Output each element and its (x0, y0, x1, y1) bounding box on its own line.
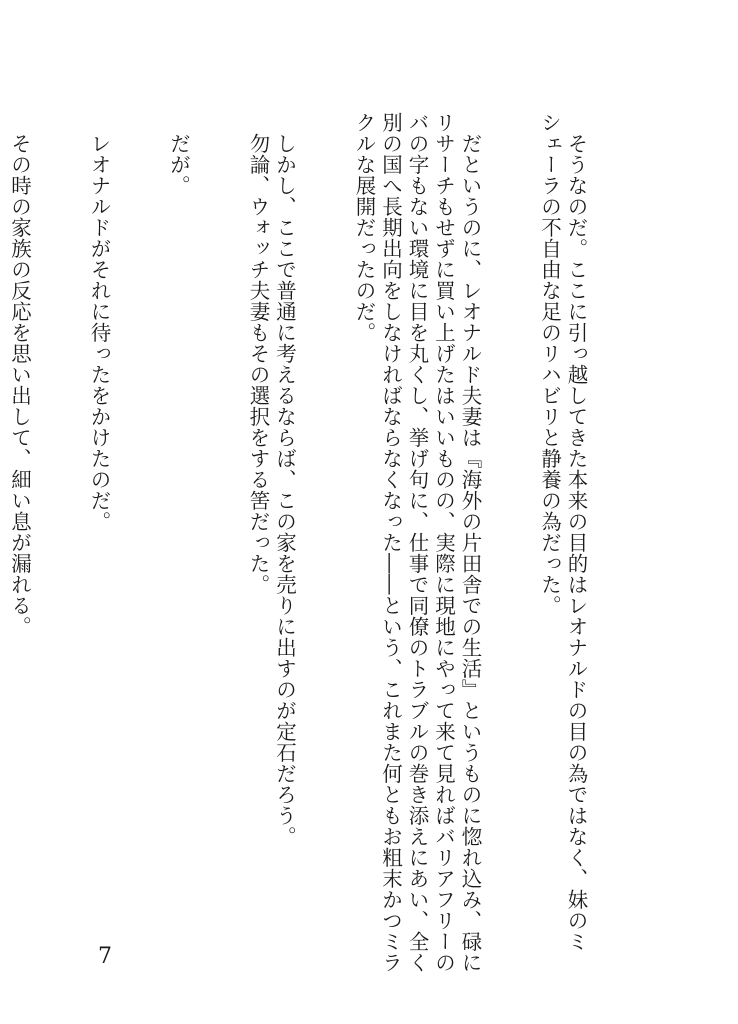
paragraph-2: だというのに、レオナルド夫妻は『海外の片田舎での生活』というものに惚れ込み、碌に リサーチもせずに買い上げたはいいものの、実際に現地にやって来て見ればバリアフリーの バの字もない環境に目を丸くし、挙げ句に、仕事で同僚のトラブルの巻き添えにあい、全く 別の国へ長期出向をしなければならなくなった――という、これまた何ともお粗末かつミラ クルな展開だったのだ。 (352, 112, 482, 973)
paragraph-4: だが。 (166, 112, 191, 196)
vertical-text-body (0, 112, 642, 973)
paragraph-5: レオナルドがそれに待ったをかけたのだ。 (87, 112, 111, 532)
paragraph-1: そうなのだ。ここに引っ越してきた本来の目的はレオナルドの目の為ではなく、妹のミ シェーラの不自由な足のリハビリと静養の為だった。 (537, 112, 588, 952)
page-number: 7 (98, 944, 112, 969)
paragraph-6: その時の家族の反応を思い出して、細い息が漏れる。 (7, 112, 32, 637)
paragraph-3: しかし、ここで普通に考えるならば、この家を売りに出すのが定石だろう。 勿論、ウォッチ夫妻もその選択をする筈だった。 (246, 133, 297, 847)
